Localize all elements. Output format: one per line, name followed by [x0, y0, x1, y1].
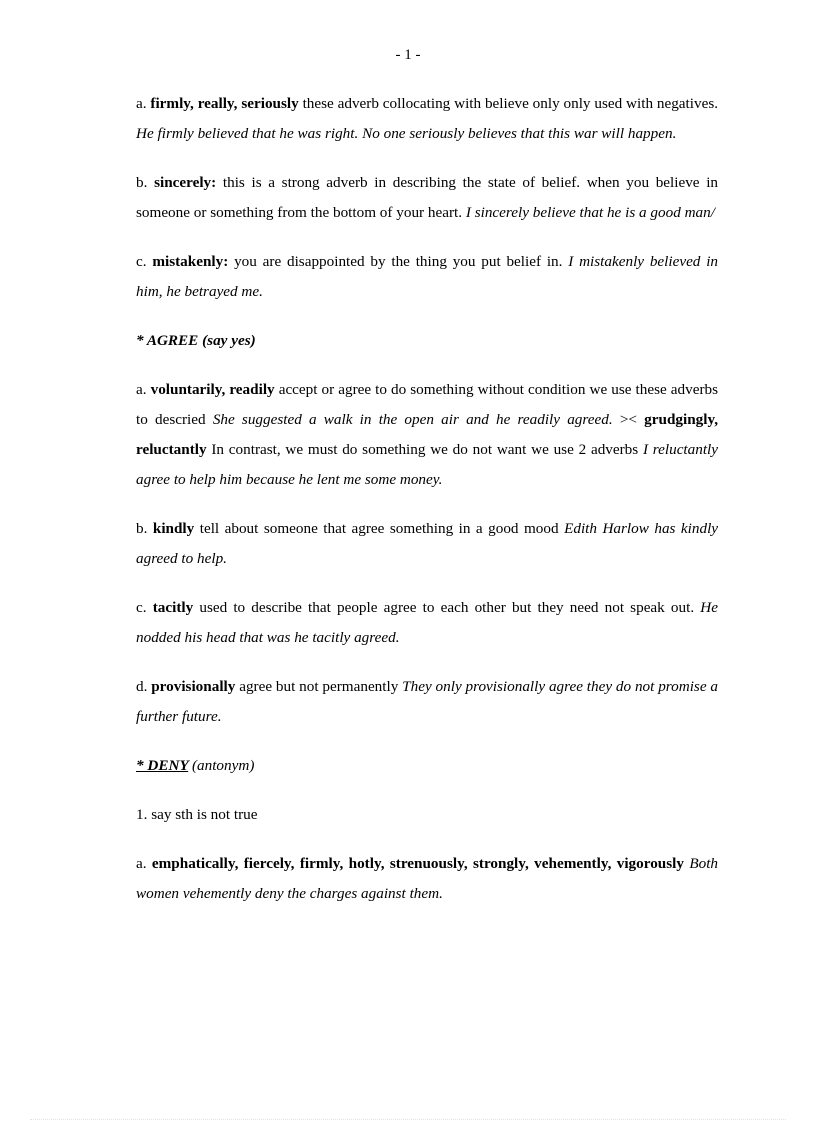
item-marker: a.: [136, 381, 147, 398]
example-sentence: I sincerely believe that he is a good man/: [465, 204, 715, 221]
adverb-terms: firmly, really, seriously: [150, 95, 299, 112]
deny-sense-1: 1. say sth is not true: [136, 806, 258, 823]
description: you are disappointed by the thing you put belief in.: [234, 253, 563, 270]
item-marker: d.: [136, 678, 148, 695]
adverb-terms: kindly: [152, 520, 195, 537]
example-sentence: I reluctantly agree to help him because he lent me some money.: [136, 441, 719, 488]
item-marker: a.: [136, 95, 147, 112]
adverb-terms: provisionally: [151, 678, 236, 695]
example-sentence: I mistakenly believed in him, he betrayed me.: [136, 253, 719, 300]
deny-item-a: [136, 849, 718, 909]
description: this is a strong adverb in describing the state of belief. when you believe in someone or something from the bottom of your heart.: [136, 174, 719, 221]
contrast-separator: ><: [619, 411, 637, 428]
deny-heading-main: * DENY: [136, 757, 189, 774]
believe-item-c: [136, 247, 718, 307]
example-sentence: He nodded his head that was he tacitly agreed.: [136, 599, 718, 646]
description: In contrast, we must do something we do not want we use 2 adverbs: [211, 441, 639, 458]
example-sentence: No one seriously believes that this war will happen.: [362, 125, 677, 142]
example-sentence: Edith Harlow has kindly agreed to help.: [136, 520, 719, 567]
agree-item-b: [136, 514, 718, 574]
description: tell about someone that agree something in a good mood: [199, 520, 559, 537]
deny-heading-note: (antonym): [191, 757, 255, 774]
adverb-terms: mistakenly:: [152, 253, 229, 270]
adverb-terms: voluntarily, readily: [150, 381, 275, 398]
description: agree but not permanently: [239, 678, 399, 695]
believe-item-a: [136, 89, 718, 149]
item-marker: b.: [136, 174, 148, 191]
adverb-terms: grudgingly, reluctantly: [136, 411, 719, 458]
section-heading-deny: [136, 751, 718, 781]
page-number: - 1 -: [395, 47, 421, 63]
adverb-terms: sincerely:: [154, 174, 217, 191]
item-marker: c.: [136, 599, 147, 616]
description: accept or agree to do something without condition we use these adverbs to descried: [136, 381, 719, 428]
example-sentence: Both women vehemently deny the charges against them.: [136, 855, 719, 902]
example-sentence: He firmly believed that he was right.: [136, 125, 359, 142]
document-body: [136, 89, 718, 928]
believe-item-b: [136, 168, 718, 228]
item-marker: b.: [136, 520, 148, 537]
adverb-terms: emphatically, fiercely, firmly, hotly, strenuously, strongly, vehemently, vigorously: [151, 855, 684, 872]
agree-item-a: [136, 375, 718, 495]
example-sentence: She suggested a walk in the open air and he readily agreed.: [212, 411, 613, 428]
item-marker: a.: [136, 855, 147, 872]
agree-item-c: [136, 593, 718, 653]
description: used to describe that people agree to each other but they need not speak out.: [199, 599, 695, 616]
description: these adverb collocating with believe only only used with negatives.: [302, 95, 719, 112]
section-heading-agree: * AGREE (say yes): [136, 332, 256, 349]
page-bottom-divider: [30, 1119, 786, 1120]
item-marker: c.: [136, 253, 147, 270]
agree-item-d: [136, 672, 718, 732]
adverb-terms: tacitly: [152, 599, 194, 616]
example-sentence: They only provisionally agree they do not promise a further future.: [136, 678, 719, 725]
